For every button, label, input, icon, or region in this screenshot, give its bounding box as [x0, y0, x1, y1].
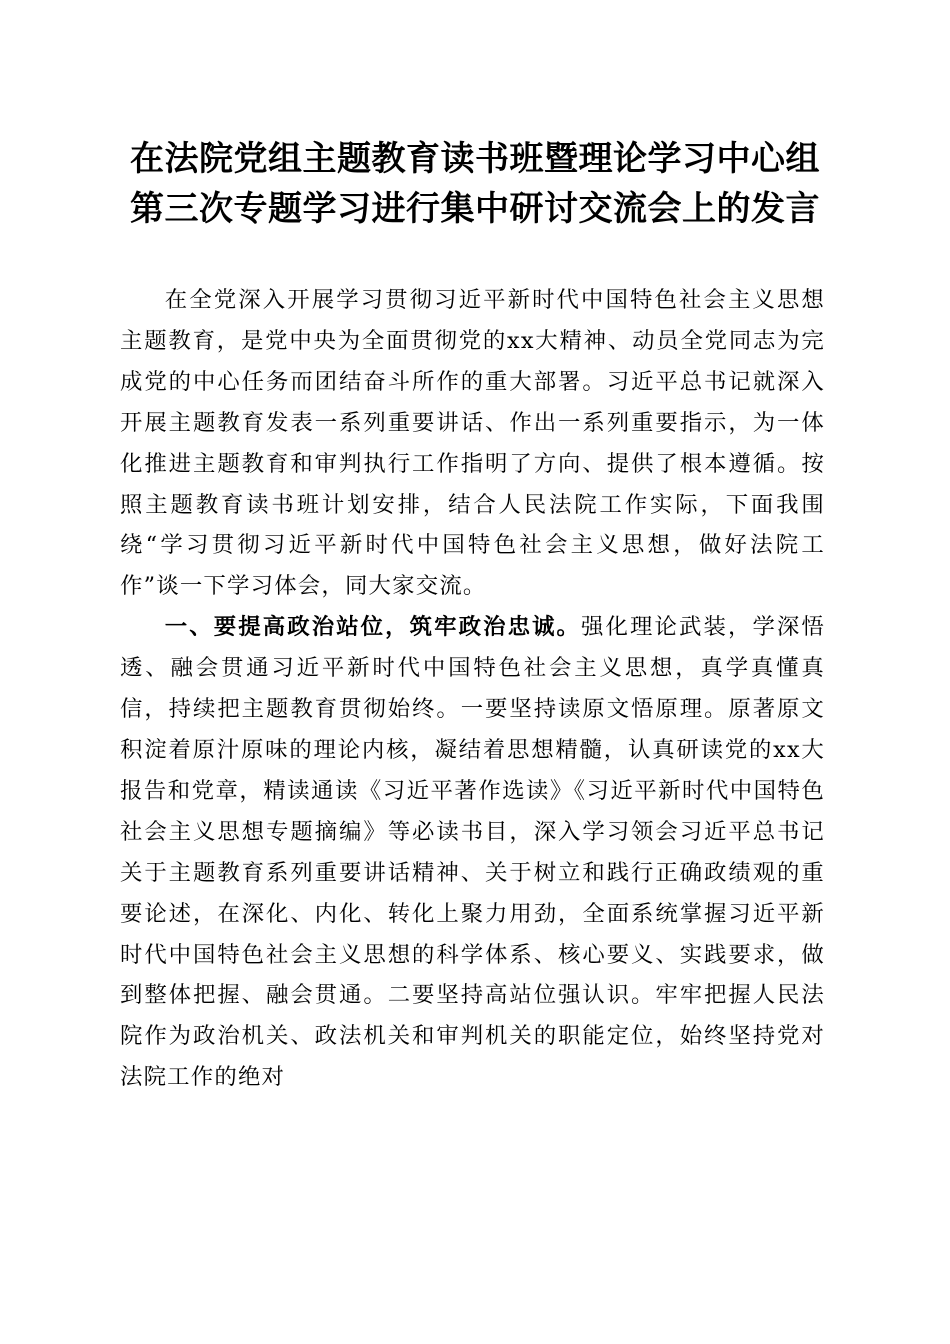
intro-paragraph: 在全党深入开展学习贯彻习近平新时代中国特色社会主义思想主题教育，是党中央为全面贯彻党的xx大精神、动员全党同志为完成党的中心任务而团结奋斗所作的重大部署。习近平总书记就深入开展主题教育发表一系列重要讲话、作出一系列重要指示，为一体化推进主题教育和审判执行工作指明了方向、提供了根本遵循。按照主题教育读书班计划安排，结合人民法院工作实际，下面我围绕“学习贯彻习近平新时代中国特色社会主义思想，做好法院工作”谈一下学习体会，同大家交流。 [120, 287, 825, 600]
title-line-2: 第三次专题学习进行集中研讨交流会上的发言 [130, 189, 820, 229]
section-1-heading: 一、要提高政治站位，筑牢政治忠诚。 [164, 614, 582, 641]
document-body [120, 280, 825, 1098]
document-title [90, 134, 860, 234]
section-1-text: 强化理论武装，学深悟透、融会贯通习近平新时代中国特色社会主义思想，真学真懂真信，持续把主题教育贯彻始终。一要坚持读原文悟原理。原著原文积淀着原汁原味的理论内核，凝结着思想精髓，认真研读党的xx大报告和党章，精读通读《习近平著作选读》《习近平新时代中国特色社会主义思想专题摘编》等必读书目，深入学习领会习近平总书记关于主题教育系列重要讲话精神、关于树立和践行正确政绩观的重要论述，在深化、内化、转化上聚力用劲，全面系统掌握习近平新时代中国特色社会主义思想的科学体系、核心要义、实践要求，做到整体把握、融会贯通。二要坚持高站位强认识。牢牢把握人民法院作为政治机关、政法机关和审判机关的职能定位，始终坚持党对法院工作的绝对 [120, 614, 826, 1091]
section-1-paragraph [120, 607, 825, 1098]
title-line-1: 在法院党组主题教育读书班暨理论学习中心组 [130, 139, 820, 179]
